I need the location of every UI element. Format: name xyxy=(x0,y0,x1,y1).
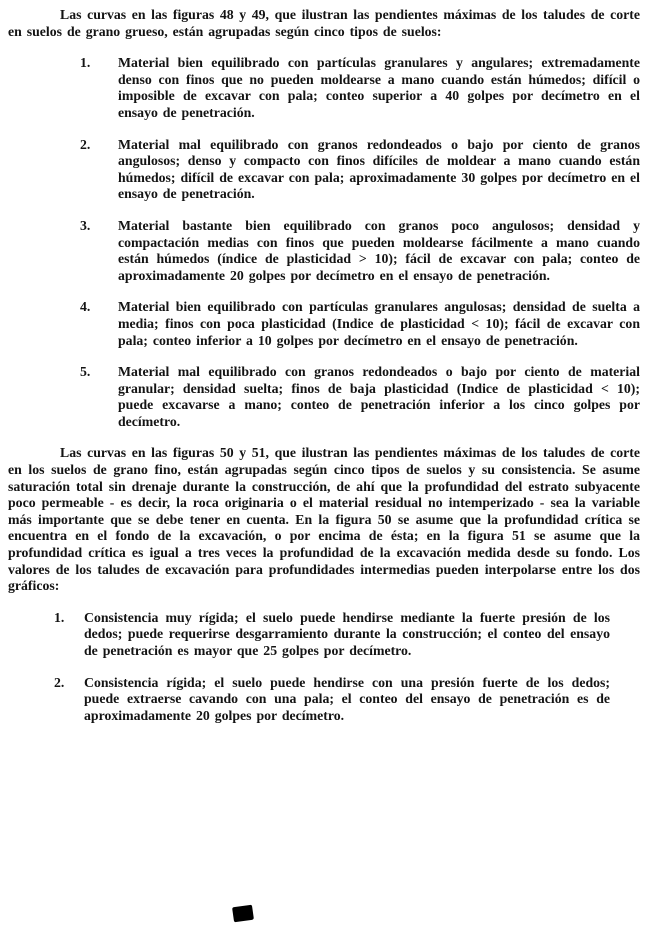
item-number: 1. xyxy=(54,609,65,625)
item-number: 4. xyxy=(80,299,91,315)
item-number: 2. xyxy=(54,674,65,690)
intro-paragraph: Las curvas en las figuras 48 y 49, que ilustran las pendientes máximas de los taludes de corte en suelos de grano grueso, están agrupadas según cinco tipos de suelos: xyxy=(8,7,640,39)
second-paragraph: Las curvas en las figuras 50 y 51, que ilustran las pendientes máximas de los taludes de corte en los suelos de grano fino, están agrupadas según cinco tipos de suelos y su consistencia. Se asume saturación total sin drenaje durante la construcción, de ahí que la profundidad del estrato subyacente poco permeable - es decir, la roca originaria o el material residual no intemperizado - sea la variable más importante que se debe tener en cuenta. En la figura 50 se asume que la profundidad crítica se encuentra en el fondo de la excavación, o por encima de ésta; en la figura 51 se asume que la profundidad crítica es igual a tres veces la profundidad de la excavación medida desde su fondo. Los valores de los taludes de excavación para profundidades intermedias pueden interpolarse entre los dos gráficos: xyxy=(8,445,640,594)
list-item xyxy=(8,364,640,430)
list-item xyxy=(8,218,640,284)
scan-artifact xyxy=(232,905,254,923)
list-item xyxy=(8,610,640,660)
item-text: Material bien equilibrado con partículas granulares angulosas; densidad de suelta a media; finos con poca plasticidad (Indice de plasticidad < 10); fácil de excavar con pala; conteo inferior a 10 golpes por decímetro en el ensayo de penetración. xyxy=(118,299,640,348)
item-number: 3. xyxy=(80,217,91,233)
item-text: Material bastante bien equilibrado con granos poco angulosos; densidad y compactación medias con finos que pueden moldearse fácilmente a mano cuando están húmedos (índice de plasticidad > 10); fácil de excavar con pala; conteo de aproximadamente 20 golpes por decímetro en el ensayo de penetración. xyxy=(118,217,640,283)
item-number: 5. xyxy=(80,364,91,380)
item-number: 1. xyxy=(80,55,91,71)
item-text: Material mal equilibrado con granos redondeados o bajo por ciento de granos angulosos; denso y compacto con finos difíciles de moldear a mano cuando están húmedos; difícil de excavar con pala; aproximadamente 30 golpes por decímetro en el ensayo de penetración. xyxy=(118,136,640,202)
soil-types-list xyxy=(8,55,640,430)
list-item xyxy=(8,137,640,203)
list-item xyxy=(8,55,640,121)
item-text: Material bien equilibrado con partículas granulares y angulares; extremadamente denso con finos que no pueden moldearse a mano cuando están húmedos; difícil o imposible de excavar con pala; conteo superior a 40 golpes por decímetro en el ensayo de penetración. xyxy=(118,55,640,120)
consistency-types-list xyxy=(8,610,640,725)
item-number: 2. xyxy=(80,136,91,152)
item-text: Consistencia muy rígida; el suelo puede hendirse mediante la fuerte presión de los dedos; puede requerirse desgarramiento durante la construcción; el conteo del ensayo de penetración es mayor que 25 golpes por decímetro. xyxy=(84,609,610,658)
list-item xyxy=(8,299,640,349)
list-item xyxy=(8,675,640,725)
item-text: Material mal equilibrado con granos redondeados o bajo por ciento de material granular; densidad suelta; finos de baja plasticidad (Indice de plasticidad < 10); puede excavarse a mano; conteo de penetración inferior a los cinco golpes por decímetro. xyxy=(118,364,640,429)
item-text: Consistencia rígida; el suelo puede hendirse con una presión fuerte de los dedos; puede extraerse cavando con una pala; el conteo del ensayo de penetración es de aproximadamente 20 golpes por decímetro. xyxy=(84,674,610,723)
